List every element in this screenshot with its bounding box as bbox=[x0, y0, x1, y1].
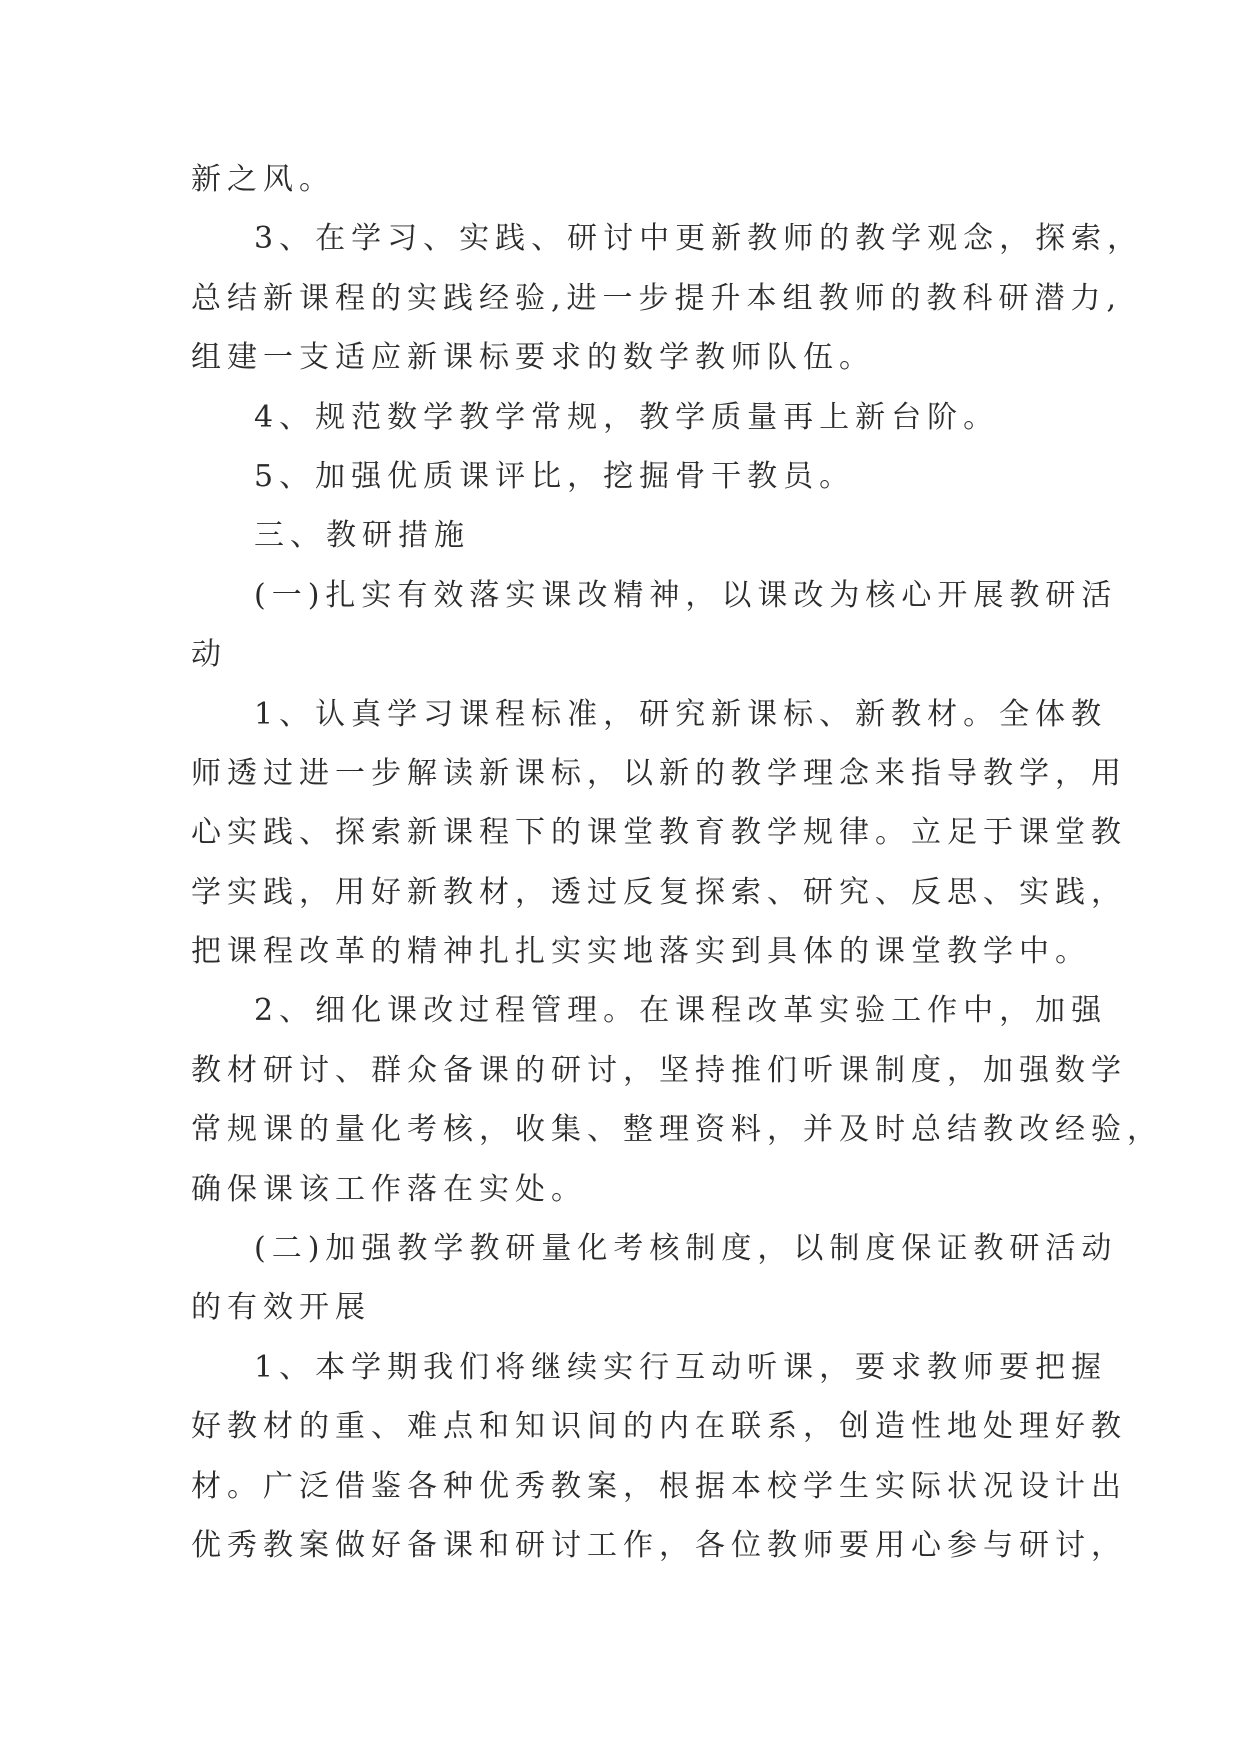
subsection-heading: (二)加强教学教研量化考核制度，以制度保证教研活动 bbox=[254, 1231, 1118, 1267]
paragraph-line: 心实践、探索新课程下的课堂教育教学规律。立足于课堂教 bbox=[191, 815, 1127, 851]
document-body bbox=[191, 150, 1163, 1575]
paragraph-line: 常规课的量化考核，收集、整理资料，并及时总结教改经验， bbox=[191, 1112, 1163, 1148]
list-item-5: 5、加强优质课评比，挖掘骨干教员。 bbox=[254, 458, 856, 494]
list-item-2: 2、细化课改过程管理。在课程改革实验工作中，加强 bbox=[254, 993, 1108, 1029]
paragraph-line: 把课程改革的精神扎扎实实地落实到具体的课堂教学中。 bbox=[191, 934, 1091, 970]
paragraph-line: 组建一支适应新课标要求的数学教师队伍。 bbox=[191, 340, 875, 376]
paragraph-line: 的有效开展 bbox=[191, 1290, 371, 1326]
paragraph-line: 确保课该工作落在实处。 bbox=[191, 1171, 587, 1207]
paragraph-line: 好教材的重、难点和知识间的内在联系，创造性地处理好教 bbox=[191, 1409, 1127, 1445]
paragraph-line: 新之风。 bbox=[191, 162, 335, 197]
subsection-heading: (一)扎实有效落实课改精神，以课改为核心开展教研活 bbox=[254, 577, 1118, 613]
paragraph-line: 动 bbox=[191, 637, 227, 673]
paragraph-line: 优秀教案做好备课和研讨工作，各位教师要用心参与研讨， bbox=[191, 1527, 1127, 1563]
paragraph-line: 教材研讨、群众备课的研讨，坚持推们听课制度，加强数学 bbox=[191, 1052, 1127, 1088]
list-item-3: 3、在学习、实践、研讨中更新教师的教学观念，探索， bbox=[254, 221, 1144, 257]
paragraph-line: 学实践，用好新教材，透过反复探索、研究、反思、实践， bbox=[191, 874, 1127, 910]
list-item-4: 4、规范数学教学常规，教学质量再上新台阶。 bbox=[254, 399, 1000, 435]
paragraph-line: 师透过进一步解读新课标，以新的教学理念来指导教学，用 bbox=[191, 755, 1127, 791]
list-item-1: 1、本学期我们将继续实行互动听课，要求教师要把握 bbox=[254, 1349, 1108, 1385]
paragraph-line: 总结新课程的实践经验,进一步提升本组教师的教科研潜力, bbox=[191, 280, 1123, 316]
list-item-1: 1、认真学习课程标准，研究新课标、新教材。全体教 bbox=[254, 696, 1108, 732]
paragraph-line: 材。广泛借鉴各种优秀教案，根据本校学生实际状况设计出 bbox=[191, 1468, 1127, 1504]
section-heading: 三、教研措施 bbox=[254, 518, 470, 554]
